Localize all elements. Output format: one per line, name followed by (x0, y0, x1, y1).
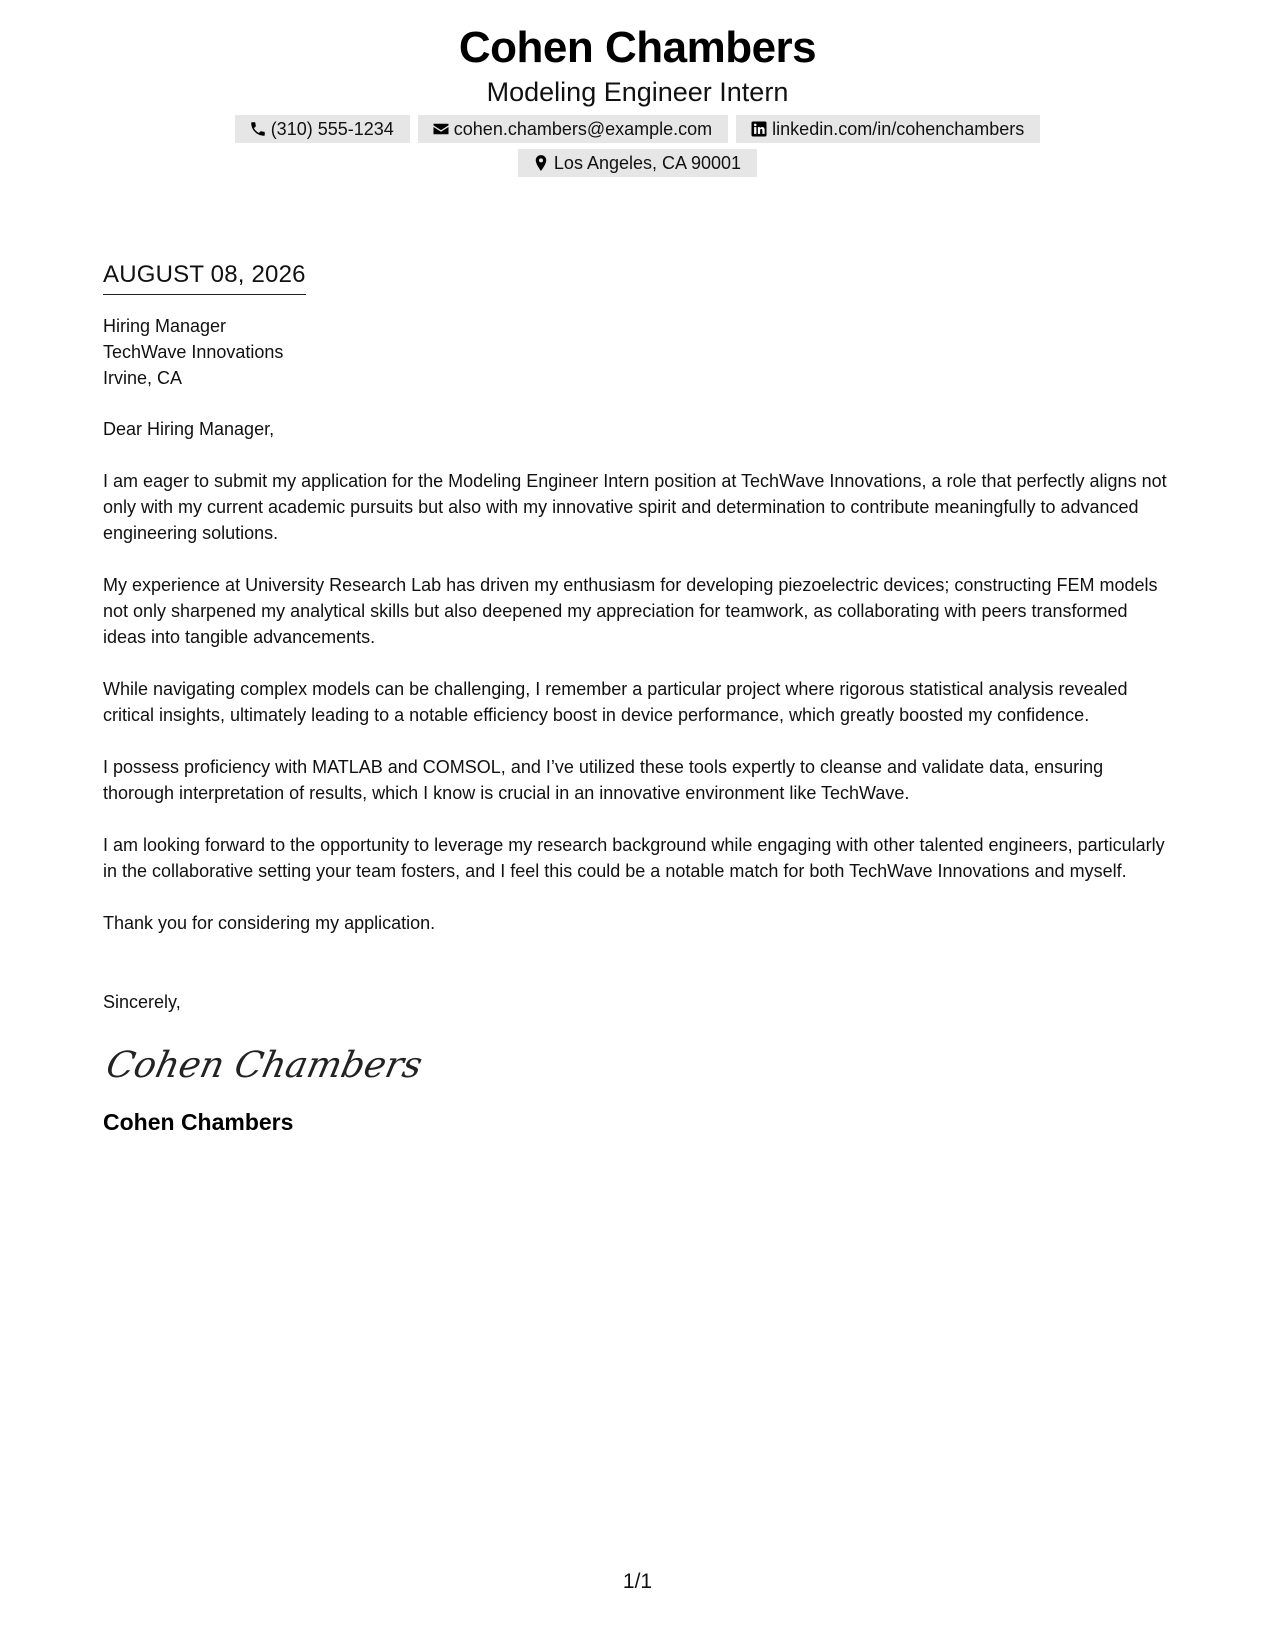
phone-chip (235, 115, 410, 143)
contact-row (0, 149, 1275, 177)
phone-text: (310) 555-1234 (270, 118, 394, 139)
closing: Sincerely, (103, 992, 181, 1012)
page-indicator: 1/1 (622, 1570, 653, 1593)
recipient-block (103, 313, 1175, 391)
body-paragraph: My experience at University Research Lab has driven my enthusiasm for developing piezoelectric devices; constructing FEM models not only sharpened my analytical skills but also deepened my appreciation for teamwork, as collaborating with peers transformed ideas into tangible advancements. (103, 575, 1158, 647)
applicant-name: Cohen Chambers (458, 23, 817, 72)
salutation: Dear Hiring Manager, (103, 419, 275, 439)
letter-date: AUGUST 08, 2026 (103, 258, 306, 295)
phone-icon (249, 120, 267, 138)
linkedin-icon (750, 120, 768, 138)
handwritten-signature (102, 1037, 1175, 1093)
body-paragraph: I am looking forward to the opportunity to leverage my research background while engaging with other talented engineers, particularly in the collaborative setting your team fosters, and I feel this could be a notable match for both TechWave Innovations and myself. (103, 835, 1165, 881)
letter-body (103, 258, 1175, 1137)
body-paragraph: While navigating complex models can be challenging, I remember a particular project where rigorous statistical analysis revealed critical insights, ultimately leading to a notable efficiency boost in device performance, which greatly boosted my confidence. (103, 679, 1128, 725)
letter-header (0, 20, 1275, 177)
body-paragraph: I am eager to submit my application for the Modeling Engineer Intern position at TechWave Innovations, a role that perfectly aligns not only with my current academic pursuits but also with my innovative spirit and determination to contribute meaningfully to advanced engineering solutions. (103, 471, 1167, 543)
recipient-line: Irvine, CA (103, 368, 183, 388)
contact-row (0, 115, 1275, 143)
linkedin-text: linkedin.com/in/cohenchambers (772, 118, 1025, 139)
recipient-line: TechWave Innovations (103, 342, 284, 362)
envelope-icon (432, 120, 450, 138)
map-pin-icon (532, 154, 550, 172)
body-paragraph: I possess proficiency with MATLAB and COMSOL, and I’ve utilized these tools expertly to cleanse and validate data, ensuring thorough interpretation of results, which I know is crucial in an innovative environment like TechWave. (103, 757, 1104, 803)
signer-name: Cohen Chambers (103, 1109, 294, 1135)
email-chip (418, 115, 728, 143)
applicant-title: Modeling Engineer Intern (486, 77, 789, 107)
linkedin-chip (736, 115, 1040, 143)
location-text: Los Angeles, CA 90001 (553, 152, 742, 173)
email-text: cohen.chambers@example.com (453, 118, 713, 139)
body-paragraph: Thank you for considering my application. (103, 913, 436, 933)
svg-text:Cohen Chambers: Cohen Chambers (102, 1043, 427, 1086)
location-chip (518, 149, 757, 177)
contact-info (0, 115, 1275, 177)
recipient-line: Hiring Manager (103, 316, 227, 336)
